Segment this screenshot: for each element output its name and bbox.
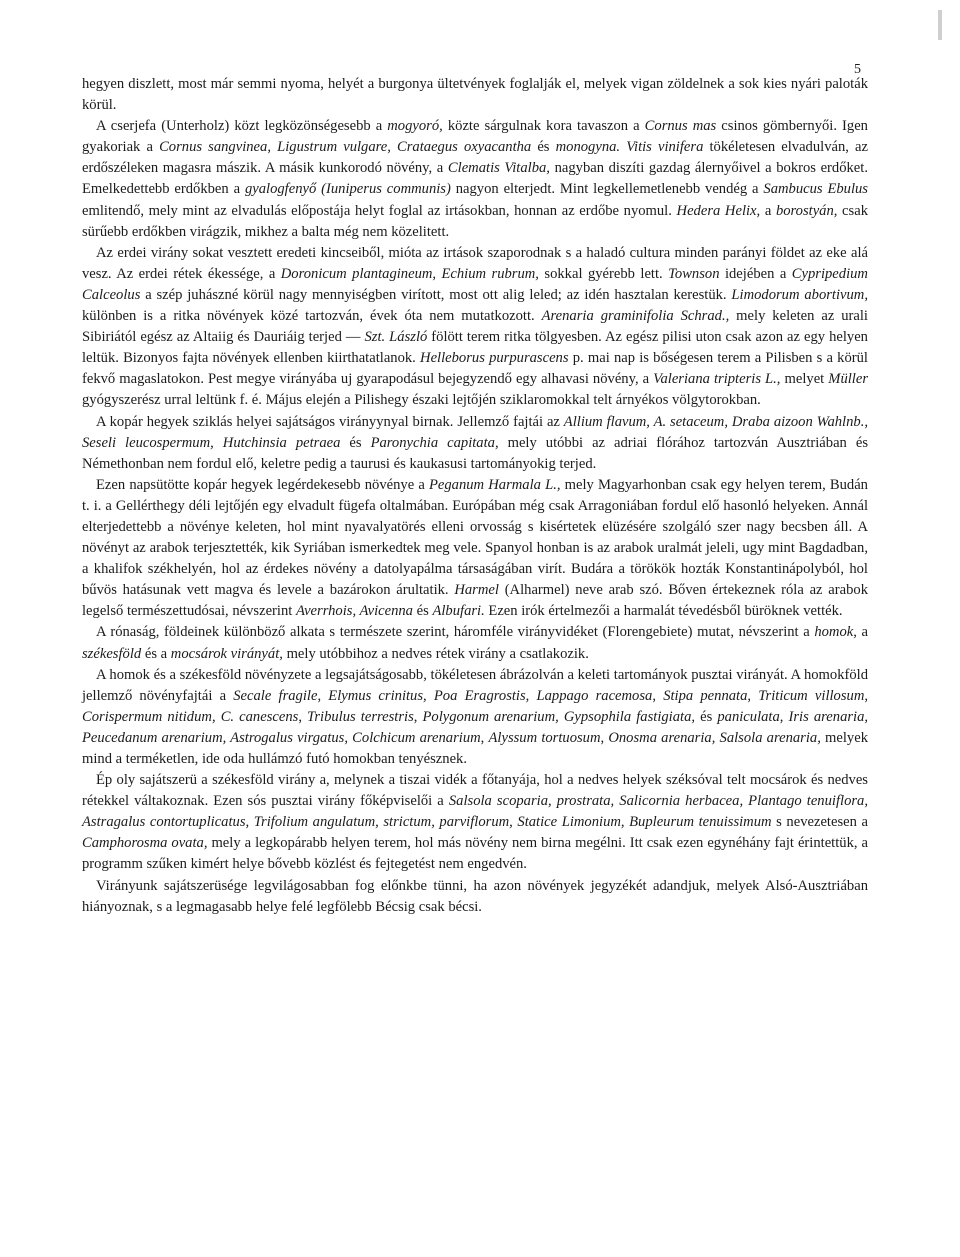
text-run: p. mai nap is bőségesen terem a Pilisben s a körül fekvő magaslatokon. Pest megye virányába uj gyarapodásul bejegyzendő egy alhavasi növény, a (82, 350, 868, 388)
italic-run: Allium flavum, A. setaceum, Draba aizoon Wahlnb., Seseli leucospermum, Hutchinsia petraea (82, 413, 868, 451)
text-run: (Alharmel) neve arab szó. Bőven értekeznek róla az arabok legelső természettudósai, névszerint (82, 582, 868, 620)
text-run: csak sürűebb erdőkben virágzik, mikhez a balta még nem közelitett. (82, 202, 868, 240)
text-run: , (652, 687, 664, 704)
text-run: A kopár hegyek sziklás helyei sajátságos virányynyal birnak. Jellemző fajtái az (96, 413, 564, 430)
italic-run: Iris arenaria, Peucedanum arenarium, Astrogalus virgatus, Colchicum arenarium (82, 708, 869, 746)
paragraph (82, 475, 868, 623)
italic-run: Cornus sangvinea, Ligustrum vulgare, Crataegus oxyacantha (159, 139, 532, 156)
text-run: , (779, 708, 789, 725)
italic-run: Müller (828, 371, 869, 388)
italic-run: mogyoró, (387, 118, 443, 135)
text-run: Az erdei virány sokat vesztett eredeti kincseiből, mióta az irtások szaporodnak s a haladó cultura minden parányi földet az eke alá vesz. Az erdei rétek ékessége, a (82, 244, 868, 282)
italic-run: Averrhois, Avicenna (295, 603, 413, 620)
italic-run: Stipa pennata (663, 687, 748, 704)
italic-run: Albufari. (432, 603, 485, 620)
italic-run: gyalogfenyő (Iuniperus communis) (244, 181, 451, 198)
italic-run: Peganum Harmala L., (428, 476, 561, 493)
italic-run: Clematis Vitalba, (447, 160, 550, 177)
italic-run: Arenaria graminifolia Schrad., (541, 308, 730, 325)
text-run: nagyban diszíti gazdag álernyőivel a bokros erdőket. Emelkedettebb erdőkben a (82, 160, 868, 198)
italic-run: Szt. László (364, 329, 428, 346)
italic-run: Onosma arenaria, Salsola arenaria, (608, 729, 821, 746)
text-run: mely Magyarhonban csak egy helyen terem, Budán t. i. a Gellérthegy déli lejtőjén egy elvadult fügefa oltalmában. Európában még csak Arragoniában fordul elő hasonló helyeken. Annál elterjedettebb a növénye keleten, hol mint nyavalyatörés elleni orvosság s kisértetek elüzésére szolgáló szer nagy becsben áll. A növényt az arabok terjesztették, kik Syriában ismerkedtek meg vele. Spanyol honban is az arabok uralmát jeleli, ugy mint Bagdadban, a khalifok székhelyén, hol az érdekes növény a datolyapálma társaságában virít. Budára a törökök hozták Konstantinápolyból, hol bűvös hatásunak vett magva és levele a bazárokon árultatik. (82, 476, 868, 599)
italic-run: Sambucus Ebulus (763, 181, 868, 198)
paragraph (82, 665, 868, 770)
text-run: sokkal gyérebb lett. (538, 265, 669, 282)
text-run: csinos gömbernyői. Igen gyakoriak a (82, 118, 868, 156)
text-run: és (412, 603, 433, 620)
italic-run: Helleborus purpurascens (420, 350, 569, 367)
text-run: mely a legkopárabb helyen terem, hol más növény nem birna megélni. Itt csak ezen egynéhány fajt érintettük, a programm szűken kimért helye bővebb közlést és fejtegetést nem engedvén. (82, 835, 868, 873)
italic-run: Corispermum nitidum (82, 708, 212, 725)
text-run: , (864, 687, 869, 704)
text-run: melyet (780, 371, 829, 388)
italic-run: Hedera Helix, (676, 202, 761, 219)
text-run: , (747, 687, 759, 704)
italic-run: Harmel (454, 582, 499, 599)
text-run: A cserjefa (Unterholz) közt legközönségesebb a (96, 118, 388, 135)
italic-run: Limodorum abortivum, (731, 286, 868, 303)
text-run: és (340, 434, 371, 451)
text-run: , (480, 729, 489, 746)
text-run: , (317, 687, 329, 704)
italic-run: Triticum villosum (758, 687, 865, 704)
paragraph (82, 243, 868, 412)
text-run: fölött terem ritka tölgyesben. Az egész pilisi uton csak azon az egy helyen leltük. Bizonyos fajta növények ellenben kiirthatatlanok. (82, 329, 868, 367)
italic-run: C. canescens (220, 708, 299, 725)
italic-run: székesföld (82, 645, 142, 662)
italic-run: Valeriana tripteris L., (653, 371, 781, 388)
text-run: mely keleten az urali Sibiriától egész az Altaiig és Dauriáig terjed — (82, 308, 868, 346)
text-run: melyek mind a terméketlen, ide oda hullámzó futó homokban tenyésznek. (82, 729, 869, 767)
text-run: A homok és a székesföld növényzete a legsajátságosabb, tökéletesen ábrázolván a keleti tartományok pusztai virányát. A homokföld jellemző növényfajtái a (82, 666, 868, 704)
text-run: Ezen irók értelmezői a harmalát tévedésből büröknek vették. (484, 603, 843, 620)
italic-run: Lappago racemosa (536, 687, 653, 704)
italic-run: Salsola scoparia, prostrata, Salicornia herbacea, Plantago tenuiflora, Astragalus contortuplicatus, Trifolium angulatum, strictum, parviflorum, Statice Limonium, Bupleurum tenuissimum (82, 793, 868, 831)
paragraph (82, 876, 868, 918)
text-run: , (298, 708, 308, 725)
italic-run: Doronicum plantagineum, Echium rubrum, (280, 265, 539, 282)
italic-run: mocsárok virányát, (170, 645, 283, 662)
text-run: tökéletesen elvadulván, az erdőszéleken magasra mászik. A másik kunkorodó növény, a (82, 139, 868, 177)
italic-run: Elymus crinitus, Poa Eragrostis (328, 687, 526, 704)
text-run: nagyon elterjedt. Mint legkellemetlenebb vendég a (450, 181, 764, 198)
text-run: , a (853, 624, 868, 641)
text-run: , (211, 708, 221, 725)
italic-run: Alyssum tortuosum (488, 729, 601, 746)
text-run: emlitendő, mely mint az elvadulás előpostája helyt foglal az irtásokban, honnan az erdőbe nyomul. (82, 202, 677, 219)
text-run: és (531, 139, 556, 156)
italic-run: borostyán, (775, 202, 838, 219)
italic-run: Polygonum arenarium, Gypsophila fastigiata, (422, 708, 696, 725)
paragraph (82, 74, 868, 116)
text-run: és (695, 708, 718, 725)
text-run: s nevezetesen a (771, 814, 868, 831)
text-run: A rónaság, földeinek különböző alkata s természete szerint, háromféle virányvidéket (Florengebiete) mutat, névszerint a (96, 624, 815, 641)
text-run: és a (141, 645, 171, 662)
italic-run: monogyna. (555, 139, 621, 156)
text-run: Ép oly sajátszerü a székesföld virány a, melynek a tiszai vidék a főtanyája, hol a nedves helyek széksóval telt mocsárok és nedves rétekkel váltakoznak. Ezen sós pusztai virány főképviselői a (82, 772, 868, 810)
body-text (82, 74, 868, 918)
paragraph (82, 770, 868, 875)
text-run: mely utóbbi az adriai flórához tartozván Ausztriában és Némethonban nem fordul elő, keletre pedig a taurusi és kaukasusi tartományokig terjed. (82, 434, 868, 472)
italic-run: Camphorosma ovata, (82, 835, 208, 852)
text-run: a szép juhászné körül nagy mennyiségben virított, most ott alig leled; az idén hasztalan kerestük. (140, 286, 732, 303)
italic-run: Vitis vinifera (626, 139, 704, 156)
text-run: hegyen diszlett, most már semmi nyoma, helyét a burgonya ültetvények foglalják el, melyek vigan zöldelnek a sok kies nyári paloták körül. (82, 76, 868, 114)
italic-run: Cypripedium Calceolus (82, 265, 868, 303)
text-run: , (525, 687, 537, 704)
text-run: mely utóbbihoz a nedves rétek virány a csatlakozik. (282, 645, 589, 662)
text-run: különben is a ritka növények közé tartozván, évek óta nem mutatkozott. (82, 308, 542, 325)
italic-run: homok (814, 624, 854, 641)
scan-edge-mark (938, 10, 942, 40)
text-run: Ezen napsütötte kopár hegyek legérdekesebb növénye a (96, 476, 429, 493)
text-run: idejében a (719, 265, 792, 282)
text-run: , (413, 708, 423, 725)
italic-run: Paronychia capitata, (370, 434, 499, 451)
text-run: Virányunk sajátszerüsége legvilágosabban fog előnkbe tünni, ha azon növények jegyzékét adandjuk, melyek Alsó-Ausztriában hiányoznak, s a legmagasabb helye felé legfölebb Bécsig csak bécsi. (82, 877, 868, 915)
paragraph (82, 412, 868, 475)
paragraph (82, 116, 868, 243)
text-run: , (600, 729, 609, 746)
italic-run: Cornus mas (644, 118, 717, 135)
text-run: közte sárgulnak kora tavaszon a (442, 118, 645, 135)
italic-run: Secale fragile (233, 687, 318, 704)
page-number: 5 (854, 62, 861, 77)
text-run: a (760, 202, 776, 219)
italic-run: paniculata (717, 708, 780, 725)
italic-run: Tribulus terrestris (307, 708, 414, 725)
paragraph (82, 622, 868, 664)
italic-run: Townson (668, 265, 720, 282)
text-run: gyógyszerész urral leltünk f. é. Május elején a Pilishegy északi lejtőjén sziklaromokkal telt árnyékos völgytorokban. (82, 392, 761, 409)
